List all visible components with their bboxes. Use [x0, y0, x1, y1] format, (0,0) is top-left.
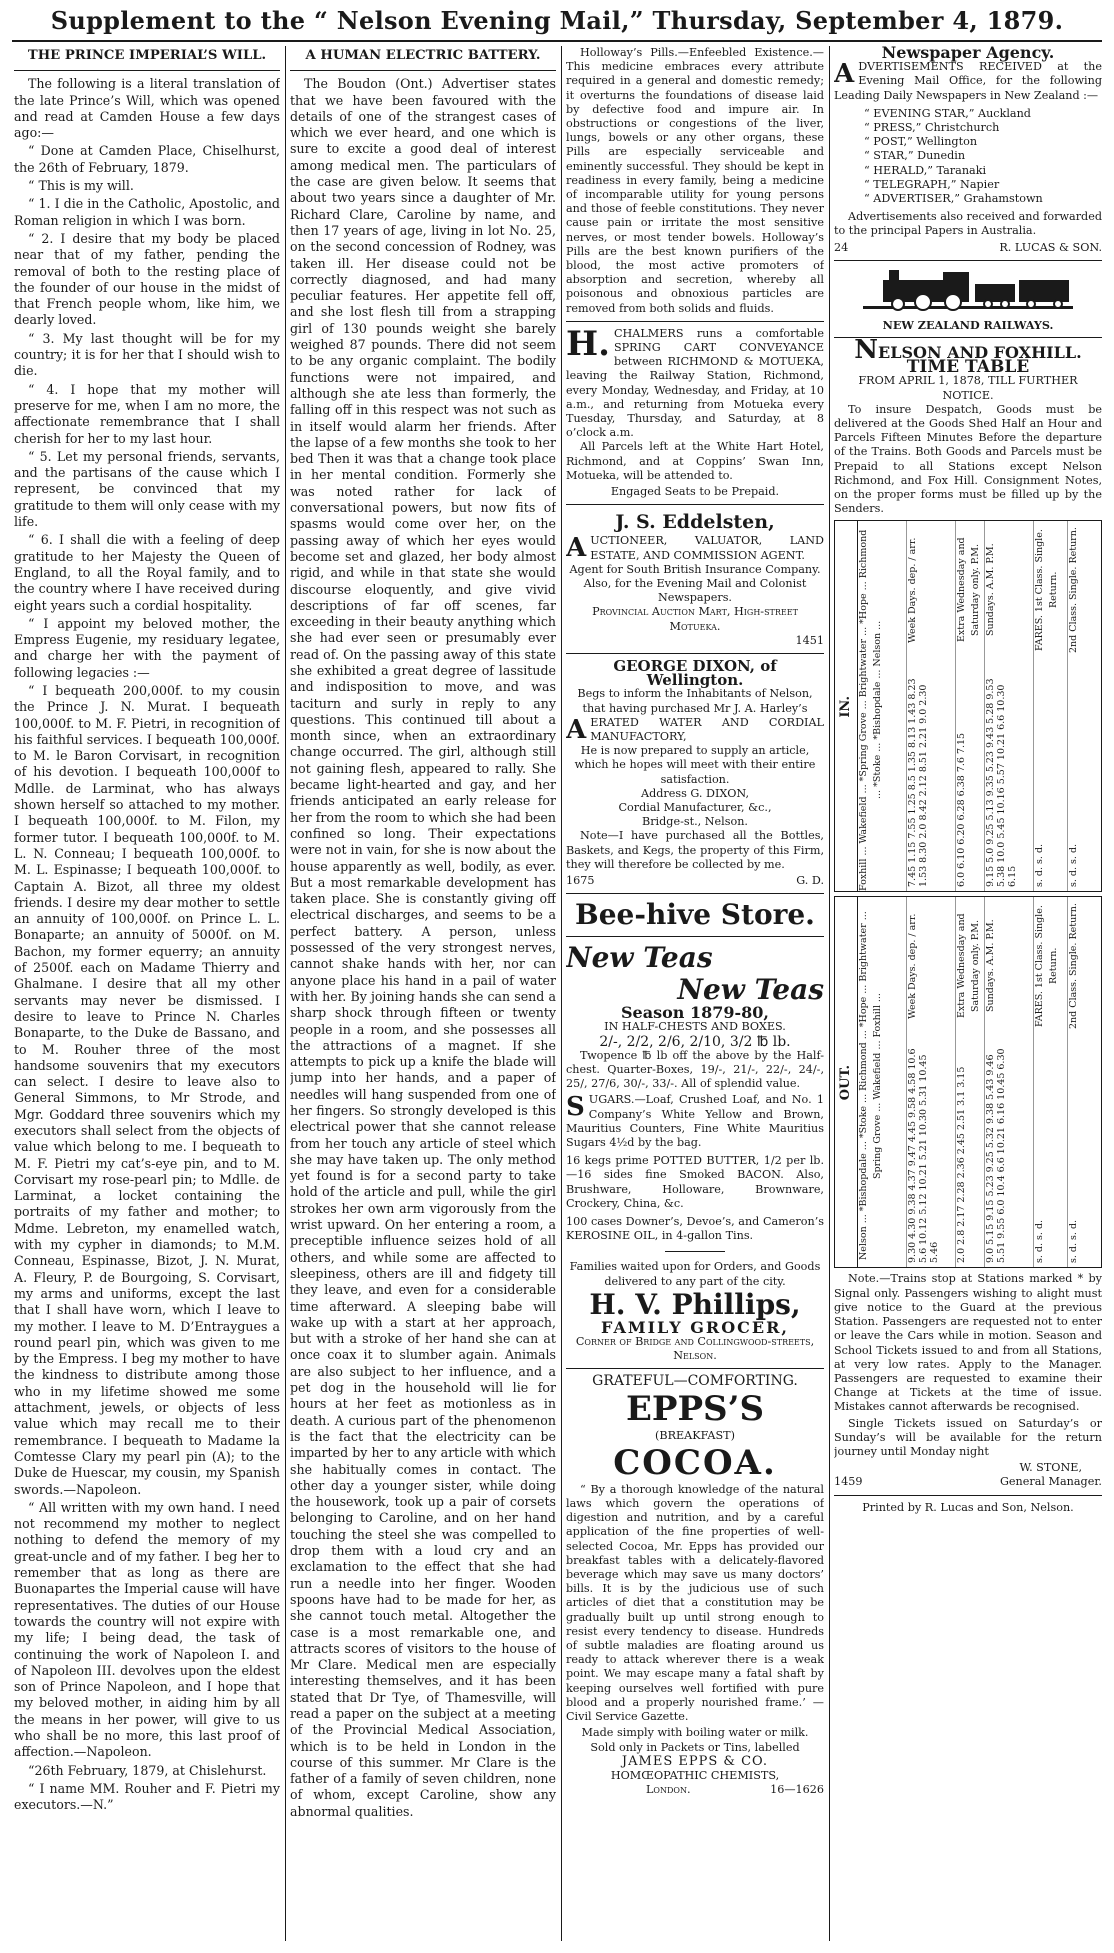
beehive-ad — [566, 899, 824, 1363]
epps-title: EPPS’S — [626, 1388, 764, 1429]
masthead-rule — [12, 40, 1102, 42]
dixon-initials: G. D. — [796, 873, 824, 887]
eddelsten-text: UCTIONEER, VALUATOR, LAND ESTATE, AND COMMISSION AGENT. — [590, 534, 824, 562]
holloway-ad: Holloway’s Pills.—Enfeebled Existence.—This medicine embraces every attribute required in a general and domestic remedy; it overturns the foundations of disease laid by defective food and impure air. In obstructions or congestions of the liver, lungs, bowels or any other organs, these Pills are especially serviceable and eminently successful. They should be kept in readiness in every family, being a medicine of incomparable utility for young persons and those of feeble constitutions. They never cause pain or irritate the most sensitive nerves, or most tender bowels. Holloway’s Pills are the best known purifiers of the blood, the most active promoters of absorption and secretion, whereby all poisonous and obnoxious particles are removed from both solids and fluids. — [566, 46, 824, 315]
newspaper-item: “ EVENING STAR,” Auckland — [864, 106, 1031, 120]
dixon-note: Note—I have purchased all the Bottles, Baskets, and Kegs, the property of this Firm, they will therefore be collected by me. — [566, 829, 824, 871]
chalmers-ad — [566, 323, 824, 499]
season: Season 1879-80, — [621, 1003, 769, 1023]
newspaper-item: “ POST,” Wellington — [864, 135, 978, 149]
column-prince-will — [14, 46, 280, 1943]
fares-first-column — [1033, 897, 1068, 1267]
column-values: 7.45 1.15 7.55 1.25 8.5 1.35 8.13 1.43 8.23 1.53 8.30 2.0 8.42 2.12 8.51 2.21 9.0 2.30 — [906, 678, 929, 888]
divider — [834, 260, 1102, 261]
column-divider — [561, 46, 562, 1941]
dixon-name: GEORGE DIXON, of Wellington. — [613, 656, 777, 690]
printer-imprint: Printed by R. Lucas and Son, Nelson. — [862, 1500, 1074, 1514]
divider — [14, 70, 280, 71]
divider — [834, 1495, 1102, 1496]
divider — [665, 1251, 725, 1252]
eddelsten-address: Provincial Auction Mart, High-street Motueka. — [592, 605, 798, 633]
epps-company: JAMES EPPS & CO. — [621, 1753, 769, 1769]
divider — [566, 893, 824, 894]
divider — [566, 653, 824, 654]
drop-cap: A — [566, 714, 587, 745]
ad-number: 1459 — [834, 1475, 863, 1489]
dixon-text: ERATED WATER AND CORDIAL MANUFACTORY, — [590, 715, 824, 743]
newspaper-item: “ HERALD,” Taranaki — [864, 163, 987, 177]
agency-footer — [834, 241, 1102, 255]
dixon-address-line: Address G. DIXON, — [640, 786, 750, 800]
weekday-column — [906, 521, 956, 891]
stations-label: Foxhill ... Wakefield ... *Spring Grove ... Brightwater ... *Hope ... Richmond ... *Stoke ... *Bishopdale ... Nelson ... — [858, 529, 884, 892]
new-teas-2: New Teas — [677, 973, 824, 1007]
article-intro: The following is a literal translation of the late Prince’s Will, which was opened and read at Camden House a few days ago:— — [14, 76, 280, 141]
kerosine: 100 cases Downer’s, Devoe’s, and Cameron’s KEROSINE OIL, in 4-gallon Tins. — [566, 1215, 824, 1243]
article-title: THE PRINCE IMPERIAL’S WILL. — [27, 48, 267, 63]
cocoa-title: COCOA. — [613, 1442, 777, 1483]
timetable-from: FROM APRIL 1, 1878, TILL FURTHER NOTICE. — [858, 374, 1078, 402]
chests: IN HALF-CHESTS AND BOXES. — [604, 1020, 786, 1034]
column-label: FARES. 1st Class. Single. Return. — [1033, 529, 1059, 652]
sundays-column — [984, 897, 1034, 1267]
tuppence: Twopence ℔ lb off the above by the Half-chest. Quarter-Boxes, 19/-, 21/-, 22/-, 24/-, 25/, 27/6, 30/-, 33/-. All of splendid value. — [566, 1048, 824, 1091]
butter: 16 kegs prime POTTED BUTTER, 1/2 per lb.—16 sides fine Smoked BACON. Also, Brushware, Holloware, Brownware, Crockery, China, &c. — [566, 1154, 824, 1210]
paragraph: “ 6. I shall die with a feeling of deep gratitude to her Majesty the Queen of England, to all the Royal family, and to the country where I have received during eight years such a cordial hospitality. — [14, 532, 280, 613]
manager-footer — [834, 1475, 1102, 1489]
timetable-note: Note.—Trains stop at Stations marked * by Signal only. Passengers wishing to alight must give notice to the Guard at the previous Station. Passengers are requested not to enter or leave the Cars while in motion. Season and School Tickets issued to and from all Stations, at very low rates. Apply to the Manager. Passengers are requested to examine their Change at Tickets at the time of issue. Mistakes cannot afterwards be recognised. — [834, 1272, 1102, 1414]
column-label: FARES. 1st Class. Single. Return. — [1033, 905, 1059, 1028]
stations-column — [857, 897, 907, 1267]
chalmers-text: CHALMERS runs a comfortable SPRING CART CONVEYANCE between RICHMOND & MOTUEKA, leaving the Railway Station, Richmond, every Monday, Wednesday, and Friday, at 10 a.m., and returning from Motueka every Tuesday, Thursday, and Saturday, at 8 o’clock a.m. — [566, 326, 824, 440]
chalmers-seats: Engaged Seats to be Prepaid. — [610, 485, 780, 499]
epps-text: “ By a thorough knowledge of the natural laws which govern the operations of digestion and nutrition, and by a careful application of the fine properties of well-selected Cocoa, Mr. Epps has provided our breakfast tables with a delicately-flavored beverage which may save us many doctors’ bills. It is by the judicious use of such articles of diet that a constitution may be gradually built up until strong enough to resist every tendency to disease. Hundreds of subtle maladies are floating around us ready to attack wherever there is a weak point. We may escape many a fatal shaft by keeping ourselves well fortified with pure blood and a properly nourished frame.’ —Civil Service Gazette. — [566, 1482, 824, 1724]
dixon-address-line: Bridge-st., Nelson. — [641, 815, 748, 829]
column-values: 9.30 4.30 9.38 4.37 9.47 4.45 9.58 4.58 10.6 5.6 10.12 5.12 10.21 5.21 10.30 5.31 10.45 5.46 — [906, 1048, 940, 1264]
column-label: 2nd Class. Single. Return. — [1067, 903, 1079, 1030]
epps-made: Made simply with boiling water or milk. — [581, 1726, 809, 1740]
drop-cap: A — [834, 59, 855, 90]
paragraph: “ 1. I die in the Catholic, Apostolic, and Roman religion in which I was born. — [14, 196, 280, 228]
column-divider — [285, 46, 286, 1941]
epps-chemists: HOMŒOPATHIC CHEMISTS, — [610, 1768, 780, 1782]
dixon-intro: Begs to inform the Inhabitants of Nelson, that having purchased Mr J. A. Harley’s — [577, 687, 813, 715]
paragraph: “ This is my will. — [28, 178, 134, 194]
sundays-column — [984, 521, 1034, 891]
prices: 2/-, 2/2, 2/6, 2/10, 3/2 ℔ lb. — [599, 1033, 791, 1050]
extra-column — [955, 897, 985, 1267]
column-values: s. d. s. d. — [1033, 1220, 1045, 1264]
divider — [566, 321, 824, 322]
column-railways — [834, 46, 1102, 1943]
single-tickets: Single Tickets issued on Saturday’s or Sunday’s will be available for the return journey until Monday night — [834, 1416, 1102, 1458]
divider — [566, 1368, 824, 1369]
manager-title: General Manager. — [1000, 1475, 1102, 1489]
weekday-column — [906, 897, 956, 1267]
paragraph: “ I appoint my beloved mother, the Empress Eugenie, my residuary legatee, and charge her with the payment of following legacies :— — [14, 615, 280, 680]
timetable-in — [834, 520, 1102, 892]
newspaper-item: “ STAR,” Dunedin — [864, 149, 966, 163]
paragraph: “ 4. I hope that my mother will preserve for me, when I am no more, the affectionate remembrance that I shall cherish for her to my last hour. — [14, 381, 280, 446]
chalmers-parcels: All Parcels left at the White Hart Hotel, Richmond, and at Coppins’ Swan Inn, Motueka, will be attended to. — [566, 440, 824, 482]
dixon-prepared: He is now prepared to supply an article, which he hopes will meet with their entire satisfaction. — [574, 744, 816, 786]
also-received: Advertisements also received and forwarded to the principal Papers in Australia. — [834, 210, 1102, 238]
newspaper-item: “ ADVERTISER,” Grahamstown — [864, 192, 1043, 206]
railways-title: NEW ZEALAND RAILWAYS. — [882, 317, 1054, 332]
grateful: GRATEFUL—COMFORTING. — [592, 1373, 798, 1390]
fares-first-column — [1033, 521, 1068, 891]
newspaper-list — [864, 107, 1102, 206]
ad-number: 16—1626 — [770, 1783, 824, 1797]
agency-title: Newspaper Agency. — [881, 46, 1055, 62]
article-title: A HUMAN ELECTRIC BATTERY. — [305, 48, 541, 63]
paragraph: “ I name MM. Rouher and F. Pietri my executors.—N.” — [14, 1780, 280, 1813]
manager-name: W. STONE, — [1019, 1461, 1082, 1475]
dixon-address-line: Cordial Manufacturer, &c., — [618, 800, 772, 814]
drop-cap: N — [854, 335, 879, 366]
column-label: Extra Wednesday and Saturday only. P.M. — [955, 538, 981, 643]
agency-text: DVERTISEMENTS RECEIVED at the Evening Mail Office, for the following Leading Daily Newspapers in New Zealand :— — [834, 60, 1102, 102]
stations-column — [857, 521, 907, 891]
dixon-footer — [566, 874, 824, 888]
new-teas-1: New Teas — [566, 941, 713, 975]
extra-column — [955, 521, 985, 891]
paragraph: “26th February, 1879, at Chislehurst. — [28, 1762, 267, 1778]
direction-label: IN. — [835, 521, 858, 891]
column-label: Sundays. A.M. P.M. — [984, 920, 996, 1013]
drop-cap: A — [566, 533, 587, 564]
paragraph: “ Done at Camden Place, Chiselhurst, the 26th of February, 1879. — [14, 143, 280, 175]
paragraph: The Boudon (Ont.) Advertiser states that we have been favoured with the details of one of the strangest cases of which we ever heard, and one which is sure to excite a good deal of interest among medical men. The particulars of the case are given below. It seems that about two years since a daughter of Mr. Richard Clare, Caroline by name, and then 17 years of age, living in lot No. 25, on the second concession of Rodney, was taken ill. Her disease could not be correctly diagnosed, and had many peculiar features. Her appetite fell off, and she lost flesh till from a strapping girl of 130 pounds weight she barely weighed 87 pounds. There did not seem to be any organic complaint. The bodily functions were not impaired, and although she ate less than formerly, the falling off in this respect was not such as in itself would alarm her friends. After the lapse of a few months she took to her bed Then it was that a change took place in her mental condition. Formerly she was noted rather for lack of conversational powers, but now fits of spasms would come over her, on the passing away of which her eyes would become set and glazed, her body almost rigid, and while in that state she would discourse eloquently, and give vivid descriptions of far off scenes, far exceeding in their beauty anything which she had ever seen or presumably ever read of. On the passing away of this state she exhibited a great degree of lassitude and indisposition to move, and was taciturn and surly in reply to any questions. This continued till about a month since, when an extraordinary change occurred. The girl, although still not gaining flesh, appeared to rally. She became light-hearted and gay, and her friends anticipated an early release for her from the room to which she had been confined so long. Their expectations were not in vain, for she is now about the house apparently as well, bodily, as ever. But a most remarkable development has taken place. She is constantly giving off electrical discharges, and seems to be a perfect battery. A person, unless possessed of the very strongest nerves, cannot shake hands with her, nor can anyone place his hand in a pail of water with her. By joining hands she can send a sharp shock through fifteen or twenty people in a room, and she possesses all the attractions of a magnet. If she attempts to pick up a knife the blade will jump into her hands, and a paper of needles will hang suspended from one of her fingers. So strongly developed is this electrical power that she cannot release from her touch any article of steel which she may have taken up. The only method yet found is for a second party to take hold of the article and pull, while the girl strokes her own arm vigorously from the wrist upward. On her entering a room, a preceptible influence seizes hold of all others, and while some are affected to sleepiness, others are ill and fidgety till they leave, and even for a considerable time afterward. A sleeping babe will wake up with a start at her approach, but with a stroke of her hand she can at once coax it to slumber again. Animals are also subject to her influence, and a pet dog in the household will lie for hours at her feet as motionless as in death. A curious part of the phenomenon is the fact that the electricity can be imparted by her to any article with which she habitually comes in contact. The other day a younger sister, while doing the housework, took up a pair of corsets belonging to Caroline, and on her hand touching the steel she was compelled to drop them with a loud cry and an exclamation to the effect that she had run a needle into her finger. Wooden spoons have had to be made for her, as she cannot touch metal. Altogether the case is a most remarkable one, and attracts scores of visitors to the house of Mr Clare. Medical men are especially interesting themselves, and it has been stated that Dr Tye, of Thamesville, will read a paper on the subject at a meeting of the Provincial Medical Association, which is to be held in London in the course of this summer. Mr Clare is the father of a family of seven children, none of whom, except Caroline, show any abnormal qualities. — [290, 76, 556, 1819]
column-label: Extra Wednesday and Saturday only. P.M. — [955, 914, 981, 1019]
eddelsten-agent: Agent for South British Insurance Company. Also, for the Evening Mail and Colonist Newspapers. — [569, 562, 821, 605]
epps-sold: Sold only in Packets or Tins, labelled — [590, 1740, 800, 1754]
column-advertisements — [566, 46, 824, 1943]
locomotive-icon — [863, 266, 1073, 314]
ad-number: 24 — [834, 240, 849, 254]
timetable-out — [834, 896, 1102, 1268]
families: Families waited upon for Orders, and Goods delivered to any part of the city. — [569, 1260, 821, 1288]
paragraph: “ 5. Let my personal friends, servants, and the partisans of the cause which I represent, be convinced that my gratitude to them will only cease with my life. — [14, 448, 280, 530]
column-values: 2.0 2.8 2.17 2.28 2.36 2.45 2.51 3.1 3.15 — [955, 1067, 967, 1264]
column-values: s. d. s. d. — [1033, 844, 1045, 888]
column-label: 2nd Class. Single. Return. — [1067, 527, 1079, 654]
paragraph: “ 3. My last thought will be for my country; it is for her that I should wish to die. — [14, 330, 280, 379]
ad-number: 1675 — [566, 873, 595, 887]
timetable-body — [857, 521, 1101, 891]
column-values: 6.0 6.10 6.20 6.28 6.38 7.6 7.15 — [955, 733, 967, 888]
divider — [566, 936, 824, 937]
masthead: Supplement to the “ Nelson Evening Mail,” Thursday, September 4, 1879. — [50, 6, 1064, 35]
divider — [566, 504, 824, 505]
paragraph: “ All written with my own hand. I need not recommend my mother to neglect nothing to defend the memory of my great-uncle and of my father. I beg her to remember that as long as there are Buonapartes the Imperial cause will have representatives. The duties of our House towards the country will not expire with my life; I being dead, the task of continuing the work of Napoleon I. and of Napoleon III. devolves upon the eldest son of Prince Napoleon, and I hope that my beloved mother, in aiding him by all the means in her power, will give to us who shall be no more, this last proof of affection.—Napoleon. — [14, 1499, 280, 1760]
newspaper-item: “ TELEGRAPH,” Napier — [864, 177, 1000, 191]
eddelsten-ad — [566, 510, 824, 648]
column-values: s. d. s. d. — [1067, 1220, 1079, 1264]
timetable-intro: To insure Despatch, Goods must be delivered at the Goods Shed Half an Hour and Parcels Fifteen Minutes Before the departure of the Trains. Both Goods and Parcels must be Prepaid to all Stations except Nelson Richmond, and Fox Hill. Consignment Notes, on the proper forms must be filled up by the Senders. — [834, 402, 1102, 516]
breakfast: (BREAKFAST) — [655, 1428, 735, 1442]
beehive-title: Bee-hive Store. — [575, 898, 815, 932]
direction-label: OUT. — [835, 897, 858, 1267]
sugars: UGARS.—Loaf, Crushed Loaf, and No. 1 Company’s White Yellow and Brown, Mauritius Counters, Fine White Mauritius Sugars 4½d by the bag. — [566, 1093, 824, 1149]
column-electric-battery — [290, 46, 556, 1943]
column-label: Week Days. dep. / arr. — [906, 913, 918, 1020]
epps-footer — [566, 1783, 824, 1797]
epps-london: London. — [646, 1783, 691, 1797]
corner-address: Corner of Bridge and Collingwood-streets, Nelson. — [575, 1335, 815, 1363]
phillips-name: H. V. Phillips, — [589, 1287, 801, 1321]
column-label: Sundays. A.M. P.M. — [984, 544, 996, 637]
divider — [290, 70, 556, 71]
eddelsten-name: J. S. Eddelsten, — [615, 511, 775, 534]
newspaper-item: “ PRESS,” Christchurch — [864, 121, 1000, 135]
column-values: s. d. s. d. — [1067, 844, 1079, 888]
route-name: ELSON AND FOXHILL. — [878, 343, 1082, 363]
family-grocer: FAMILY GROCER, — [601, 1317, 789, 1337]
column-values: 9.0 5.15 9.15 5.23 9.25 5.32 9.38 5.43 9.46 5.51 9.55 6.0 10.4 6.6 10.21 6.16 10.45 6.30 — [984, 1048, 1007, 1264]
ad-number: 1451 — [795, 633, 824, 647]
column-values: 9.15 5.0 9.25 5.13 9.35 5.23 9.43 5.28 9.53 5.38 10.0 5.45 10.16 5.57 10.21 6.6 10.30 6.15 — [984, 678, 1018, 888]
paragraph: “ I bequeath 200,000f. to my cousin the Prince J. N. Murat. I bequeath 100,000f. to M. F. Pietri, in recognition of his faithful services. I bequeath 100,000f. to M. le Baron Corvisart, in recognition of his devotion. I bequeath 100,000f to Mdlle. de Larminat, who has always shown herself so attached to my mother. I bequeath 100,000f. to M. Filon, my former tutor. I bequeath 100,000f. to M. L. N. Conneau; I bequeath 100,000f. to M. L. Espinasse; I bequeath 100,000f. to Captain A. Bizot, all three my oldest friends. I desire my dear mother to settle an annuity of 100,000f. on Prince L. L. Bonaparte; an annuity of 5000f. on M. Bachon, my former equerry; an annuity of 2500f. each on Madame Thierry and Ghalmane. I desire that all my other servants may never be dismissed. I desire to leave to Prince N. Charles Bonaparte, to the Duke de Bassano, and to M. Rouher three of the most handsome souvenirs that my executors can select. I desire to leave also to General Simmons, to Mr Strode, and Mgr. Goddard three souvenirs which my executors shall select from the objects of value which belong to me. I bequeath to M. F. Pietri my cat’s-eye pin, and to M. Corvisart my rose-pearl pin; to Mdlle. de Larminat, a locket containing the portraits of my father and mother; to Mdme. Lebreton, my enamelled watch, with my cypher in diamonds; to M.M. Conneau, Espinasse, Bizot, J. N. Murat, A. Fleury, P. de Bourgoing, S. Corvisart, my arms and uniforms, except the last that I shall have worn, which I leave to my mother. I leave to M. D’Entraygues a round pearl pin, which was given to me by the Empress. I beg my mother to have the kindness to distribute among those who in my lifetime showed me some attachment, jewels, or objects of less value which may recall me to their remembrance. I bequeath to Madame la Comtesse Clary my pearl pin (A); to the Duke de Huescar, my cousin, my Spanish swords.—Napoleon. — [14, 682, 280, 1497]
timetable-body — [857, 897, 1101, 1267]
paragraph: “ 2. I desire that my body be placed near that of my father, pending the removal of both to the resting place of the founder of our house in the midst of that French people whom, like him, we dearly loved. — [14, 230, 280, 328]
fares-second-column — [1067, 897, 1101, 1267]
fares-second-column — [1067, 521, 1101, 891]
timetable-title: TIME TABLE — [906, 357, 1030, 378]
column-label: Week Days. dep. / arr. — [906, 537, 918, 644]
drop-cap: S — [566, 1092, 585, 1123]
agency-signature: R. LUCAS & SON. — [999, 240, 1102, 254]
drop-cap: H. — [566, 323, 610, 364]
stations-label: Nelson ... *Bishopdale ... *Stoke ... Richmond ... *Hope ... Brightwater ... Spring Grove ... Wakefield ... Foxhill ... — [858, 912, 884, 1261]
column-divider — [829, 46, 830, 1941]
dixon-ad — [566, 656, 824, 888]
epps-ad — [566, 1374, 824, 1797]
